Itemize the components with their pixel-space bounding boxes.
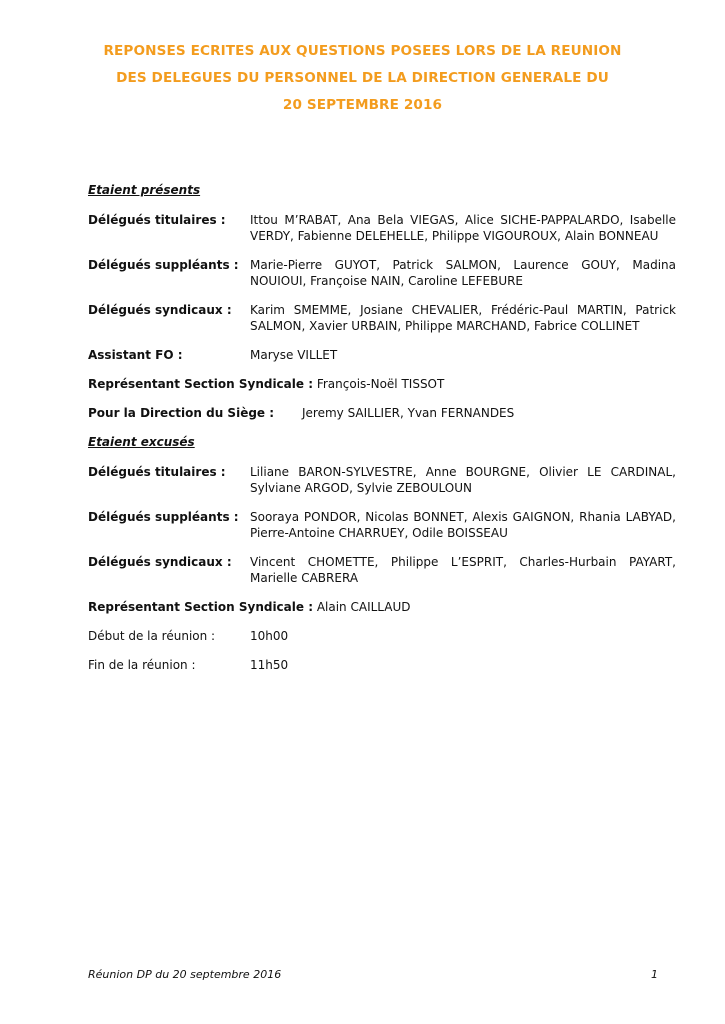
presents-direction-value: Jeremy SAILLIER, Yvan FERNANDES (302, 406, 515, 420)
presents-representant-row (88, 376, 676, 392)
excuses-representant-value: Alain CAILLAUD (316, 600, 411, 614)
excuses-syndicaux-label: Délégués syndicaux : (88, 555, 232, 569)
title-line-3: 20 SEPTEMBRE 2016 (282, 97, 443, 113)
excuses-titulaires-label: Délégués titulaires : (88, 465, 226, 479)
presents-suppleants-value: Marie-Pierre GUYOT, Patrick SALMON, Laurence GOUY, Madina NOUIOUI, Françoise NAIN, Caroline LEFEBURE (250, 258, 676, 288)
presents-direction-label: Pour la Direction du Siège : (88, 406, 275, 420)
title-line-1: REPONSES ECRITES AUX QUESTIONS POSEES LORS DE LA REUNION (103, 43, 622, 59)
presents-assistant-row (88, 347, 676, 363)
excuses-titulaires-value: Liliane BARON-SYLVESTRE, Anne BOURGNE, Olivier LE CARDINAL, Sylviane ARGOD, Sylvie ZEBOULOUN (250, 465, 676, 495)
meeting-end-label: Fin de la réunion : (88, 658, 196, 672)
document-body (88, 182, 676, 673)
meeting-start-value: 10h00 (250, 629, 289, 643)
presents-direction-row (88, 405, 676, 421)
excuses-representant-label: Représentant Section Syndicale : (88, 600, 313, 614)
presents-heading: Etaient présents (88, 183, 201, 197)
excuses-titulaires-row (88, 464, 676, 496)
excuses-suppleants-row (88, 509, 676, 541)
presents-titulaires-label: Délégués titulaires : (88, 213, 226, 227)
excuses-suppleants-label: Délégués suppléants : (88, 510, 239, 524)
document-title (60, 38, 665, 119)
meeting-start-row (88, 628, 676, 644)
presents-assistant-label: Assistant FO : (88, 348, 183, 362)
presents-representant-label: Représentant Section Syndicale : (88, 377, 313, 391)
presents-assistant-value: Maryse VILLET (250, 348, 338, 362)
footer-text: Réunion DP du 20 septembre 2016 (88, 968, 282, 981)
meeting-start-label: Début de la réunion : (88, 629, 216, 643)
excuses-syndicaux-row (88, 554, 676, 586)
presents-syndicaux-value: Karim SMEMME, Josiane CHEVALIER, Frédéric-Paul MARTIN, Patrick SALMON, Xavier URBAIN, Philippe MARCHAND, Fabrice COLLINET (250, 303, 676, 333)
presents-titulaires-row (88, 212, 676, 244)
presents-syndicaux-label: Délégués syndicaux : (88, 303, 232, 317)
meeting-end-row (88, 657, 676, 673)
title-line-2: DES DELEGUES DU PERSONNEL DE LA DIRECTION GENERALE DU (116, 70, 609, 86)
excuses-suppleants-value: Sooraya PONDOR, Nicolas BONNET, Alexis GAIGNON, Rhania LABYAD, Pierre-Antoine CHARRUEY, Odile BOISSEAU (250, 510, 676, 540)
page-footer (88, 968, 658, 981)
excuses-syndicaux-value: Vincent CHOMETTE, Philippe L’ESPRIT, Charles-Hurbain PAYART, Marielle CABRERA (250, 555, 676, 585)
presents-representant-value: François-Noël TISSOT (316, 377, 445, 391)
presents-titulaires-value: Ittou M’RABAT, Ana Bela VIEGAS, Alice SICHE-PAPPALARDO, Isabelle VERDY, Fabienne DELEHELLE, Philippe VIGOUROUX, Alain BONNEAU (250, 213, 676, 243)
page-number: 1 (651, 968, 658, 981)
excuses-representant-row (88, 599, 676, 615)
presents-syndicaux-row (88, 302, 676, 334)
presents-suppleants-row (88, 257, 676, 289)
meeting-end-value: 11h50 (250, 658, 289, 672)
excuses-heading: Etaient excusés (88, 435, 195, 449)
presents-suppleants-label: Délégués suppléants : (88, 258, 239, 272)
